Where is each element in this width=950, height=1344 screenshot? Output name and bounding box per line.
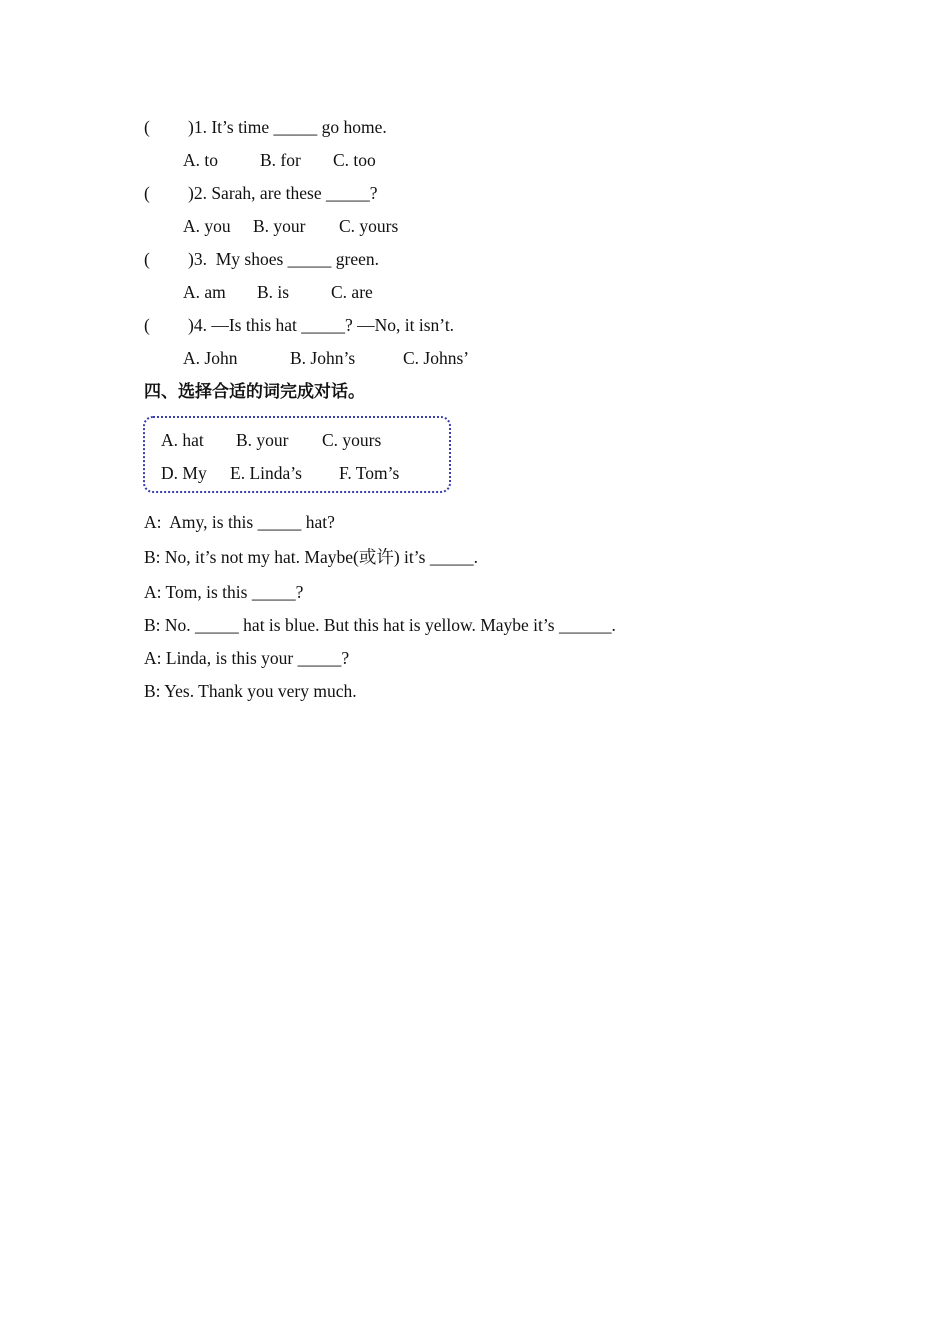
word-option-f: F. Tom’s [339, 463, 400, 483]
question-1-options [183, 149, 376, 171]
question-stem: )2. Sarah, are these _____? [188, 183, 378, 203]
option-a: A. am [183, 282, 226, 302]
word-option-b: B. your [236, 430, 289, 450]
question-stem: )3. My shoes _____ green. [188, 249, 380, 269]
answer-paren: ( [144, 117, 150, 137]
option-a: A. John [183, 348, 238, 368]
question-3-options [183, 281, 373, 303]
answer-paren: ( [144, 249, 150, 269]
word-option-d: D. My [161, 463, 207, 483]
word-option-c: C. yours [322, 430, 382, 450]
dialogue-line-2: B: No, it’s not my hat. Maybe(或许) it’s _____. [144, 547, 478, 567]
word-option-e: E. Linda’s [230, 463, 302, 483]
option-b: B. for [260, 150, 301, 170]
question-4 [144, 314, 454, 336]
answer-paren: ( [144, 183, 150, 203]
word-bank-row-1 [161, 429, 381, 451]
dialogue-line-3: A: Tom, is this _____? [144, 582, 304, 602]
dialogue-line-4: B: No. _____ hat is blue. But this hat is yellow. Maybe it’s ______. [144, 615, 616, 635]
question-4-options [183, 347, 469, 369]
question-2 [144, 182, 378, 204]
dialogue-line-1: A: Amy, is this _____ hat? [144, 512, 335, 532]
question-stem: )1. It’s time _____ go home. [188, 117, 387, 137]
dialogue-line-5: A: Linda, is this your _____? [144, 648, 350, 668]
option-b: B. John’s [290, 348, 356, 368]
word-option-a: A. hat [161, 430, 204, 450]
word-bank-box [143, 416, 451, 493]
dialogue-line-6: B: Yes. Thank you very much. [144, 681, 357, 701]
question-1 [144, 116, 387, 138]
option-c: C. yours [339, 216, 399, 236]
option-b: B. is [257, 282, 290, 302]
option-c: C. Johns’ [403, 348, 470, 368]
section-4-title: 四、选择合适的词完成对话。 [144, 382, 365, 402]
option-a: A. you [183, 216, 231, 236]
question-stem: )4. —Is this hat _____? —No, it isn’t. [188, 315, 455, 335]
option-c: C. are [331, 282, 373, 302]
question-2-options [183, 215, 398, 237]
option-b: B. your [253, 216, 306, 236]
option-a: A. to [183, 150, 218, 170]
question-3 [144, 248, 379, 270]
option-c: C. too [333, 150, 376, 170]
word-bank-row-2 [161, 462, 399, 484]
answer-paren: ( [144, 315, 150, 335]
